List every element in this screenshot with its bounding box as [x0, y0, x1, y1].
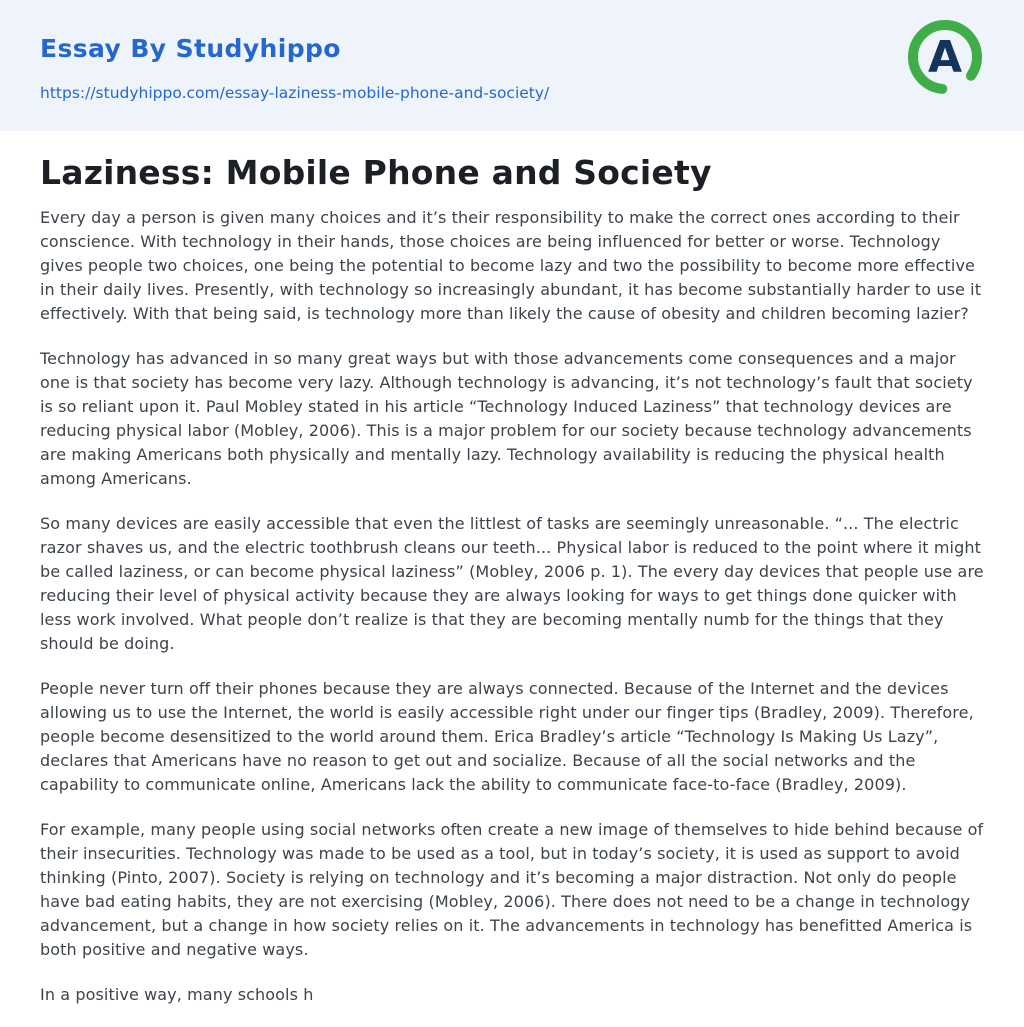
logo-letter: A — [927, 32, 963, 83]
essay-paragraph: So many devices are easily accessible that even the littlest of tasks are seemingly unreasonable. “... The electric razor shaves us, and the electric toothbrush cleans our teeth... Physical labor is reduced to the point where it might be called laziness, or can become physical laziness” (Mobley, 2006 p. 1). The every day devices that people use are reducing their level of physical activity because they are always looking for ways to get things done quicker with less work involved. What people don’t realize is that they are becoming mentally numb for the things that they should be doing. — [40, 514, 984, 653]
studyhippo-logo — [906, 18, 984, 96]
essay-body — [40, 206, 984, 1007]
essay-url-link[interactable]: https://studyhippo.com/essay-laziness-mobile-phone-and-society/ — [40, 84, 550, 102]
essay-paragraph: Every day a person is given many choices and it’s their responsibility to make the correct ones according to their conscience. With technology in their hands, those choices are being influenced for better or worse. Technology gives people two choices, one being the potential to become lazy and two the possibility to become more effective in their daily lives. Presently, with technology so increasingly abundant, it has become substantially harder to use it effectively. With that being said, is technology more than likely the cause of obesity and children becoming lazier? — [40, 208, 982, 323]
page-title: Laziness: Mobile Phone and Society — [40, 153, 712, 192]
logo-ring-icon — [906, 18, 984, 96]
essay-paragraph: Technology has advanced in so many great ways but with those advancements come consequences and a major one is that society has become very lazy. Although technology is advancing, it’s not technology’s fault that society is so reliant upon it. Paul Mobley stated in his article “Technology Induced Laziness” that technology devices are reducing physical labor (Mobley, 2006). This is a major problem for our society because technology advancements are making Americans both physically and mentally lazy. Technology availability is reducing the physical health among Americans. — [40, 349, 973, 488]
essay-paragraph: For example, many people using social networks often create a new image of themselves to hide behind because of their insecurities. Technology was made to be used as a tool, but in today’s society, it is used as support to avoid thinking (Pinto, 2007). Society is relying on technology and it’s becoming a major distraction. Not only do people have bad eating habits, they are not exercising (Mobley, 2006). There does not need to be a change in technology advancement, but a change in how society relies on it. The advancements in technology has benefitted America is both positive and negative ways. — [40, 820, 984, 959]
essay-paragraph: People never turn off their phones because they are always connected. Because of the Internet and the devices allowing us to use the Internet, the world is easily accessible right under our finger tips (Bradley, 2009). Therefore, people become desensitized to the world around them. Erica Bradley’s article “Technology Is Making Us Lazy”, declares that Americans have no reason to get out and socialize. Because of all the social networks and the capability to communicate online, Americans lack the ability to communicate face-to-face (Bradley, 2009). — [40, 679, 974, 794]
essay-paragraph: In a positive way, many schools h — [40, 985, 314, 1004]
site-title: Essay By Studyhippo — [40, 34, 341, 63]
essay-content — [0, 131, 1024, 1007]
page-header — [0, 0, 1024, 131]
